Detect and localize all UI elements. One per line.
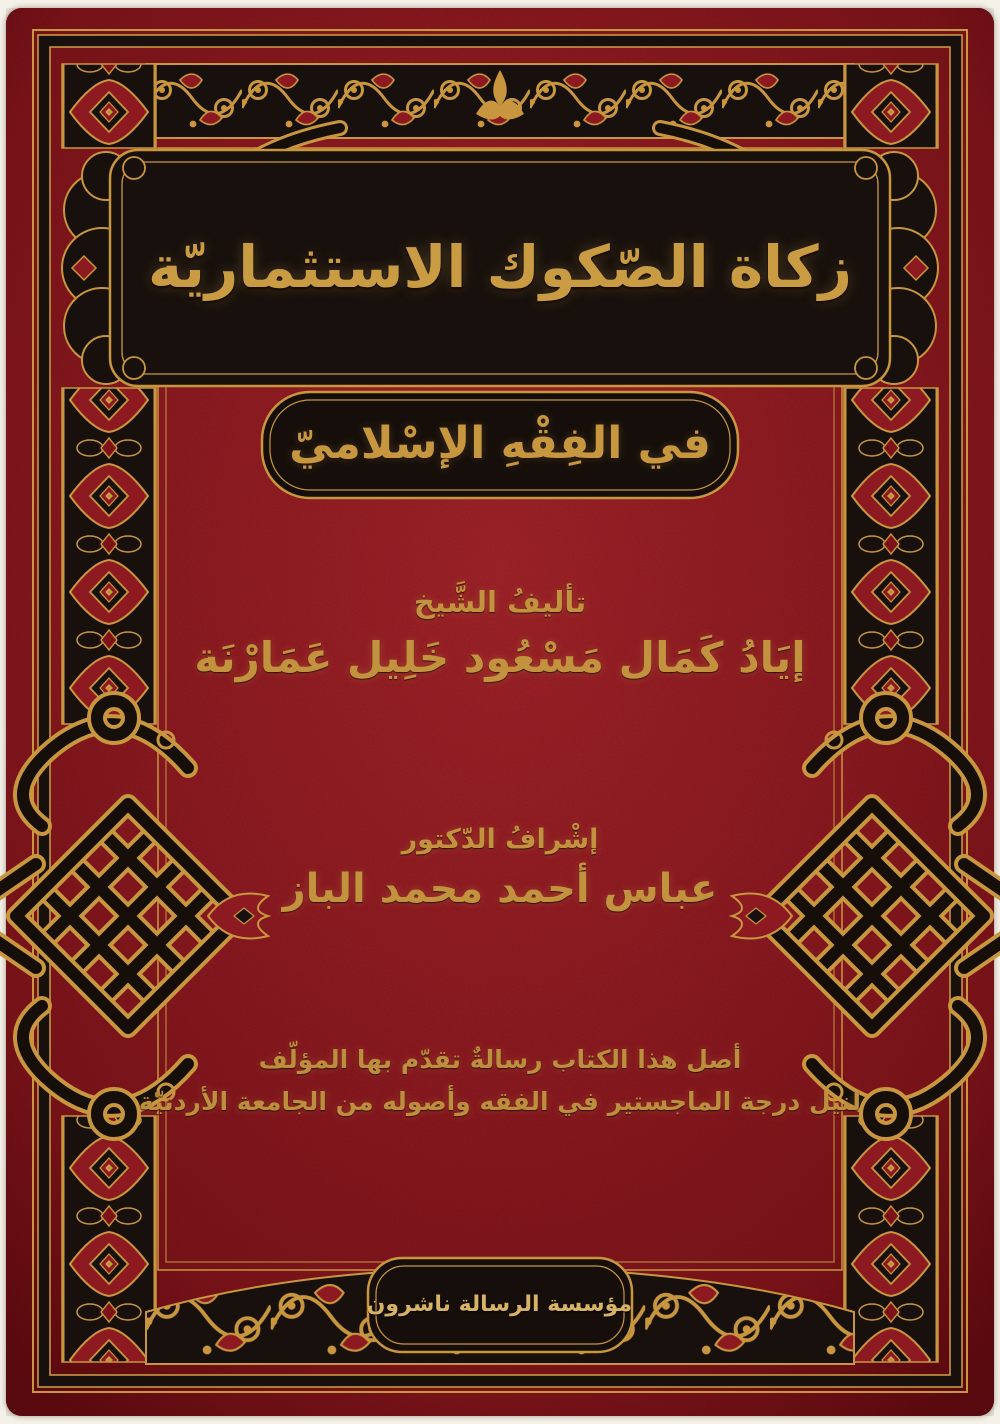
subtitle: في الفِقْهِ الإسْلاميّ <box>289 418 711 469</box>
thesis-note-line2: لنيل درجة الماجستير في الفقه وأصوله من الجامعة الأردنيّة <box>138 1087 862 1116</box>
book-title: زكاة الصّكوك الاستثماريّة <box>147 233 853 301</box>
byline-label: تأليفُ الشَّيخ <box>413 585 587 619</box>
supervisor-name: عباس أحمد محمد الباز <box>282 866 718 912</box>
thesis-note-line1: أصل هذا الكتاب رسالةٌ تقدّم بها المؤلّف <box>258 1045 742 1074</box>
arabesque-top-band <box>146 64 854 138</box>
author-name: إيَادُ كَمَال مَسْعُود خَلِيل عَمَارْنَة <box>194 633 806 682</box>
supervision-label: إشْرافُ الدّكتور <box>401 824 599 855</box>
publisher-name: مؤسسة الرسالة ناشرون <box>366 1292 632 1317</box>
